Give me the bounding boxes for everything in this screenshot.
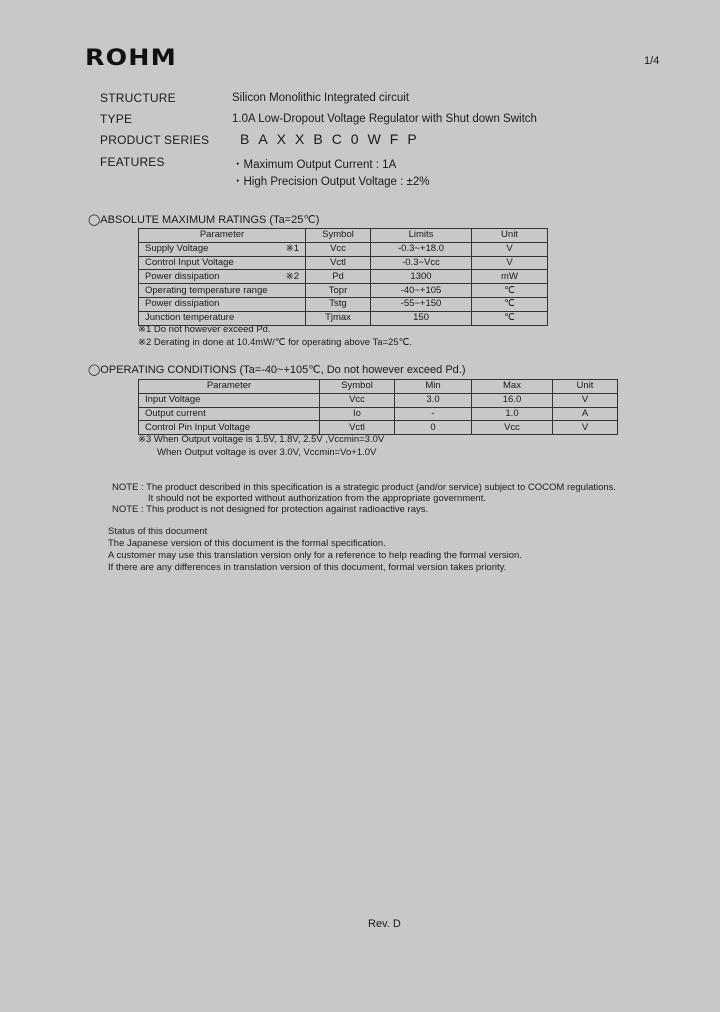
unit-cell: V [553, 421, 618, 435]
param-cell [139, 297, 306, 311]
param-cell [139, 270, 306, 284]
unit-cell: ℃ [472, 311, 548, 325]
table-row [139, 284, 548, 298]
table-row [139, 421, 618, 435]
symbol-cell: Tstg [306, 297, 371, 311]
op-cond-table [138, 379, 618, 435]
table-row [139, 256, 548, 270]
min-cell: - [395, 407, 472, 421]
structure-label: STRUCTURE [100, 91, 176, 105]
product-series-value: BAXXBC0WFP [240, 131, 426, 147]
column-header: Symbol [306, 229, 371, 243]
param-cell: Output current [139, 407, 320, 421]
unit-cell: V [472, 242, 548, 256]
column-header: Symbol [320, 380, 395, 394]
param-cell [139, 284, 306, 298]
note-line: NOTE : This product is not designed for protection against radioactive rays. [112, 504, 429, 515]
param-cell [139, 311, 306, 325]
table-row [139, 242, 548, 256]
limits-cell: -55~+150 [371, 297, 472, 311]
unit-cell: mW [472, 270, 548, 284]
param-cell [139, 242, 306, 256]
table-row [139, 393, 618, 407]
unit-cell: V [553, 393, 618, 407]
limits-cell: 1300 [371, 270, 472, 284]
features-label: FEATURES [100, 155, 165, 169]
max-cell: 1.0 [472, 407, 553, 421]
param-name: Supply Voltage [145, 243, 209, 255]
min-cell: 0 [395, 421, 472, 435]
table-header-row [139, 229, 548, 243]
status-heading: Status of this document [108, 526, 208, 537]
param-name: Junction temperature [145, 312, 235, 324]
column-header: Max [472, 380, 553, 394]
limits-cell: -0.3~Vcc [371, 256, 472, 270]
limits-cell: -0.3~+18.0 [371, 242, 472, 256]
status-line: A customer may use this translation version only for a reference to help reading the formal version. [108, 550, 522, 561]
footnote: ※3 When Output voltage is 1.5V, 1.8V, 2.5V ,Vccmin=3.0V [138, 434, 385, 445]
param-cell: Control Pin Input Voltage [139, 421, 320, 435]
unit-cell: ℃ [472, 284, 548, 298]
column-header: Limits [371, 229, 472, 243]
table-row [139, 407, 618, 421]
symbol-cell: Vctl [320, 421, 395, 435]
type-value: 1.0A Low-Dropout Voltage Regulator with Shut down Switch [232, 113, 537, 125]
abs-max-title: ◯ABSOLUTE MAXIMUM RATINGS (Ta=25℃) [88, 214, 320, 226]
symbol-cell: Vctl [306, 256, 371, 270]
param-name: Power dissipation [145, 270, 220, 282]
abs-max-table [138, 228, 548, 326]
limits-cell: -40~+105 [371, 284, 472, 298]
rohm-logo: ROHM [85, 46, 177, 71]
footnote-mark: ※1 [285, 243, 299, 255]
table-row [139, 297, 548, 311]
symbol-cell: Vcc [320, 393, 395, 407]
symbol-cell: Vcc [306, 242, 371, 256]
symbol-cell: Tjmax [306, 311, 371, 325]
table-header-row [139, 380, 618, 394]
limits-cell: 150 [371, 311, 472, 325]
footnote: When Output voltage is over 3.0V, Vccmin=Vo+1.0V [157, 447, 377, 458]
revision-label: Rev. D [368, 918, 401, 930]
column-header: Unit [553, 380, 618, 394]
note-line: It should not be exported without authorization from the appropriate government. [148, 493, 486, 504]
note-line: NOTE : The product described in this specification is a strategic product (and/or service) subject to COCOM regulations. [112, 482, 617, 493]
footnote-mark: ※2 [285, 270, 299, 282]
min-cell: 3.0 [395, 393, 472, 407]
feature-item: ・Maximum Output Current : 1A [232, 159, 397, 171]
unit-cell: V [472, 256, 548, 270]
footnote: ※2 Derating in done at 10.4mW/℃ for operating above Ta=25℃. [138, 337, 412, 348]
column-header: Unit [472, 229, 548, 243]
unit-cell: A [553, 407, 618, 421]
table-row [139, 270, 548, 284]
param-cell: Input Voltage [139, 393, 320, 407]
type-label: TYPE [100, 112, 133, 126]
symbol-cell: Topr [306, 284, 371, 298]
table-row [139, 311, 548, 325]
unit-cell: ℃ [472, 297, 548, 311]
status-line: If there are any differences in translation version of this document, formal version takes priority. [108, 562, 507, 573]
param-cell [139, 256, 306, 270]
status-line: The Japanese version of this document is the formal specification. [108, 538, 386, 549]
column-header: Parameter [139, 380, 320, 394]
symbol-cell: Pd [306, 270, 371, 284]
structure-value: Silicon Monolithic Integrated circuit [232, 92, 410, 104]
column-header: Parameter [139, 229, 306, 243]
max-cell: Vcc [472, 421, 553, 435]
page-number: 1/4 [644, 55, 660, 67]
param-name: Operating temperature range [145, 284, 268, 296]
op-cond-title: ◯OPERATING CONDITIONS (Ta=-40~+105℃, Do not however exceed Pd.) [88, 364, 466, 376]
max-cell: 16.0 [472, 393, 553, 407]
product-series-label: PRODUCT SERIES [100, 133, 210, 147]
feature-item: ・High Precision Output Voltage : ±2% [232, 176, 430, 188]
param-name: Control Input Voltage [145, 256, 234, 268]
symbol-cell: Io [320, 407, 395, 421]
param-name: Power dissipation [145, 298, 220, 310]
footnote: ※1 Do not however exceed Pd. [138, 324, 271, 335]
column-header: Min [395, 380, 472, 394]
